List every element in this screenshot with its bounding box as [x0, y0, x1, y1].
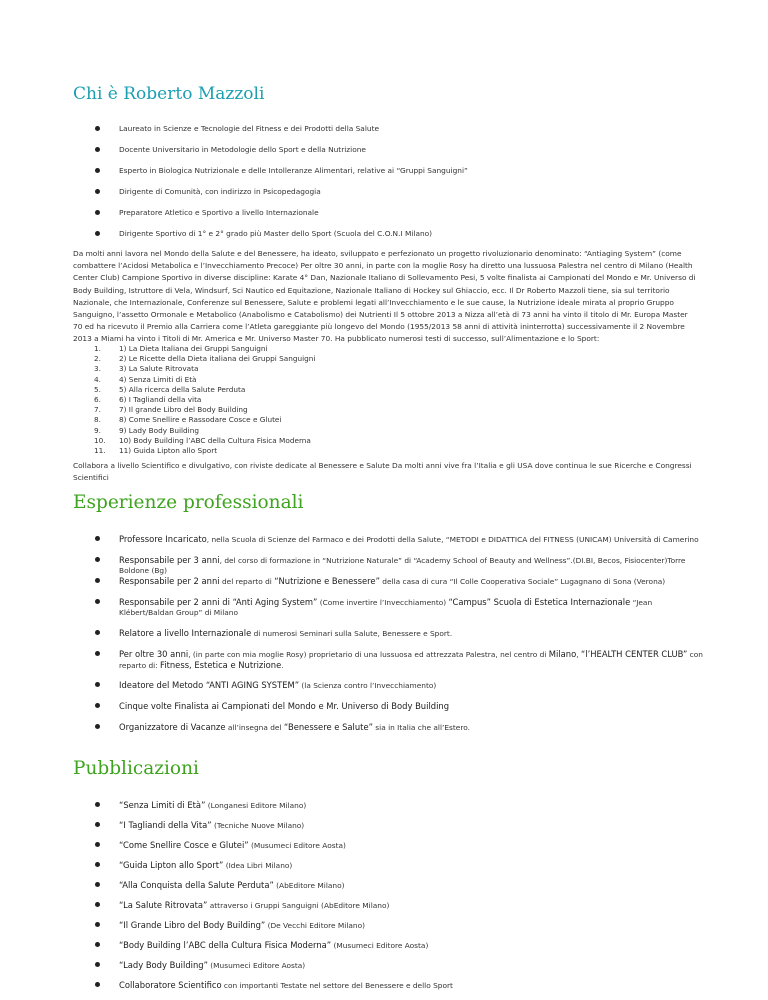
- list-item: Preparatore Atletico e Sportivo a livello Internazionale: [95, 208, 705, 229]
- bullet-icon: [95, 802, 100, 807]
- bullet-icon: [95, 630, 100, 635]
- bullet-icon: [95, 231, 100, 236]
- list-item: 4. 4) Senza Limiti di Età: [94, 374, 197, 384]
- bullet-icon: [95, 922, 100, 927]
- list-item: 5. 5) Alla ricerca della Salute Perduta: [94, 384, 246, 394]
- list-item: “Senza Limiti di Età” (Longanesi Editore Milano): [95, 800, 705, 820]
- list-item: 11. 11) Guida Lipton allo Sport: [94, 446, 218, 456]
- bullet-icon: [95, 822, 100, 827]
- bullet-icon: [95, 126, 100, 131]
- collab-paragraph: Collabora a livello Scientifico e divulgativo, con riviste dedicate al Benessere e Salute Da molti anni vive fra l’Italia e gli USA dove continua le sue Ricerche e Congressi Scientifici: [73, 461, 692, 483]
- bullet-icon: [95, 536, 100, 541]
- bullet-icon: [95, 724, 100, 729]
- bullet-icon: [95, 902, 100, 907]
- list-item: “I Tagliandi della Vita” (Tecniche Nuove Milano): [95, 820, 705, 840]
- list-item: “Body Building l’ABC della Cultura Fisica Moderna” (Musumeci Editore Aosta): [95, 940, 705, 960]
- books-numbered-list: [94, 344, 315, 456]
- list-item: Cinque volte Finalista ai Campionati del Mondo e Mr. Universo di Body Building: [95, 701, 705, 722]
- list-item: “Il Grande Libro del Body Building” (De Vecchi Editore Milano): [95, 920, 705, 940]
- list-item: Ideatore del Metodo “ANTI AGING SYSTEM” (la Scienza contro l’Invecchiamento): [95, 680, 705, 701]
- bullet-icon: [95, 962, 100, 967]
- bullet-icon: [95, 210, 100, 215]
- experience-bullet-list: [95, 534, 705, 743]
- list-item: Collaboratore Scientifico con importanti Testate nel settore del Benessere e dello Sport: [95, 980, 705, 1000]
- list-item: “Come Snellire Cosce e Glutei” (Musumeci Editore Aosta): [95, 840, 705, 860]
- list-item: 2. 2) Le Ricette della Dieta italiana dei Gruppi Sanguigni: [94, 354, 316, 364]
- list-item: 7. 7) Il grande Libro del Body Building: [94, 405, 248, 415]
- bullet-icon: [95, 651, 100, 656]
- bullet-icon: [95, 599, 100, 604]
- section-title-bio: Chi è Roberto Mazzoli: [73, 84, 265, 104]
- list-item: 3. 3) La Salute Ritrovata: [94, 364, 199, 374]
- list-item: Laureato in Scienze e Tecnologie del Fitness e dei Prodotti della Salute: [95, 124, 705, 145]
- list-item: 6. 6) I Tagliandi della vita: [94, 395, 202, 405]
- list-item: Organizzatore di Vacanze all’insegna del “Benessere e Salute” sia in Italia che all’Estero.: [95, 722, 705, 743]
- bullet-icon: [95, 842, 100, 847]
- bullet-icon: [95, 942, 100, 947]
- list-item: Professore Incaricato, nella Scuola di Scienze del Farmaco e dei Prodotti della Salute, “METODI e DIDATTICA del FITNESS (UNICAM) Università di Camerino: [95, 534, 705, 555]
- bullet-icon: [95, 982, 100, 987]
- list-item: Responsabile per 2 anni di “Anti Aging System” (Come invertire l’Invecchiamento) “Campus” Scuola di Estetica Internazionale “Jean Klébert/Baldan Group” di Milano: [95, 597, 705, 628]
- bullet-icon: [95, 147, 100, 152]
- list-item: “La Salute Ritrovata” attraverso i Gruppi Sanguigni (AbEditore Milano): [95, 900, 705, 920]
- list-item: “Lady Body Building” (Musumeci Editore Aosta): [95, 960, 705, 980]
- list-item: Per oltre 30 anni, (in parte con mia moglie Rosy) proprietario di una lussuosa ed attrezzata Palestra, nel centro di Milano, “l’HEALTH CENTER CLUB” con reparto di: Fitness, Estetica e Nutrizione.: [95, 649, 705, 680]
- bullet-icon: [95, 578, 100, 583]
- list-item: 10. 10) Body Building l’ABC della Cultura Fisica Moderna: [94, 435, 311, 445]
- list-item: Esperto in Biologica Nutrizionale e delle Intolleranze Alimentari, relative ai “Gruppi Sanguigni”: [95, 166, 705, 187]
- list-item: Responsabile per 2 anni del reparto di “Nutrizione e Benessere” della casa di cura “Il Colle Cooperativa Sociale” Lugagnano di Sona (Verona): [95, 576, 705, 597]
- list-item: “Guida Lipton allo Sport” (Idea Libri Milano): [95, 860, 705, 880]
- list-item: Docente Universitario in Metodologie dello Sport e della Nutrizione: [95, 145, 705, 166]
- bullet-icon: [95, 862, 100, 867]
- bio-paragraph: Da molti anni lavora nel Mondo della Salute e del Benessere, ha ideato, sviluppato e perfezionato un progetto rivoluzionario denominato: “Antiaging System” (come combattere l’Acidosi Metabolica e l’Invecchiamento Precoce) Per oltre 30 anni, in parte con la moglie Rosy ha diretto una lussuosa Palestra nel centro di Milano (Health Center Club) Campione Sportivo in diverse discipline: Karate 4° Dan, Nazionale Italiano di Sollevamento Pesi, 5 volte finalista ai Campionati del Mondo e Mr. Universo di Body Building, Istruttore di Vela, Windsurf, Sci Nautico ed Equitazione, Nazionale Italiano di Hockey sul Ghiaccio, ecc. Il Dr Roberto Mazzoli tiene, sia sul territorio Nazionale, che Internazionale, Conferenze sul Benessere, Salute e problemi legati all’Invecchiamento e le sue cause, la Nutrizione ideale mirata al proprio Gruppo Sanguigno, l’assetto Ormonale e Metabolico (Anabolismo e Catabolismo) dei Nutrienti Il 5 ottobre 2013 a Nizza all’età di 73 anni ha vinto il titolo di Mr. Europa Master 70 ed ha ricevuto il Premio alla Carriera come l’Atleta gareggiante più longevo del Mondo (1955/2013 58 anni di attività ininterrotta) successivamente il 2 Novembre 2013 a Miami ha vinto i Titoli di Mr. America e Mr. Universo Master 70. Ha pubblicato numerosi testi di successo, sull’Alimentazione e lo Sport:: [73, 249, 696, 344]
- bullet-icon: [95, 703, 100, 708]
- bullet-icon: [95, 557, 100, 562]
- publications-bullet-list: [95, 800, 705, 1000]
- bullet-icon: [95, 189, 100, 194]
- list-item: Dirigente Sportivo di 1° e 2° grado più Master dello Sport (Scuola del C.O.N.I Milano): [95, 229, 705, 250]
- section-title-experience: Esperienze professionali: [73, 492, 304, 513]
- bio-bullet-list: [95, 124, 705, 250]
- list-item: Relatore a livello Internazionale di numerosi Seminari sulla Salute, Benessere e Sport.: [95, 628, 705, 649]
- bullet-icon: [95, 168, 100, 173]
- list-item: 8. 8) Come Snellire e Rassodare Cosce e Glutei: [94, 415, 282, 425]
- list-item: 1. 1) La Dieta Italiana dei Gruppi Sanguigni: [94, 344, 268, 353]
- bullet-icon: [95, 882, 100, 887]
- list-item: Responsabile per 3 anni, del corso di formazione in “Nutrizione Naturale” di “Academy School of Beauty and Wellness”.(DI.BI, Becos, Fisiocenter)Torre Boldone (Bg): [95, 555, 705, 576]
- list-item: Dirigente di Comunità, con indirizzo in Psicopedagogia: [95, 187, 705, 208]
- section-title-publications: Pubblicazioni: [73, 758, 199, 779]
- list-item: 9. 9) Lady Body Building: [94, 425, 199, 435]
- list-item: “Alla Conquista della Salute Perduta” (AbEditore Milano): [95, 880, 705, 900]
- bullet-icon: [95, 682, 100, 687]
